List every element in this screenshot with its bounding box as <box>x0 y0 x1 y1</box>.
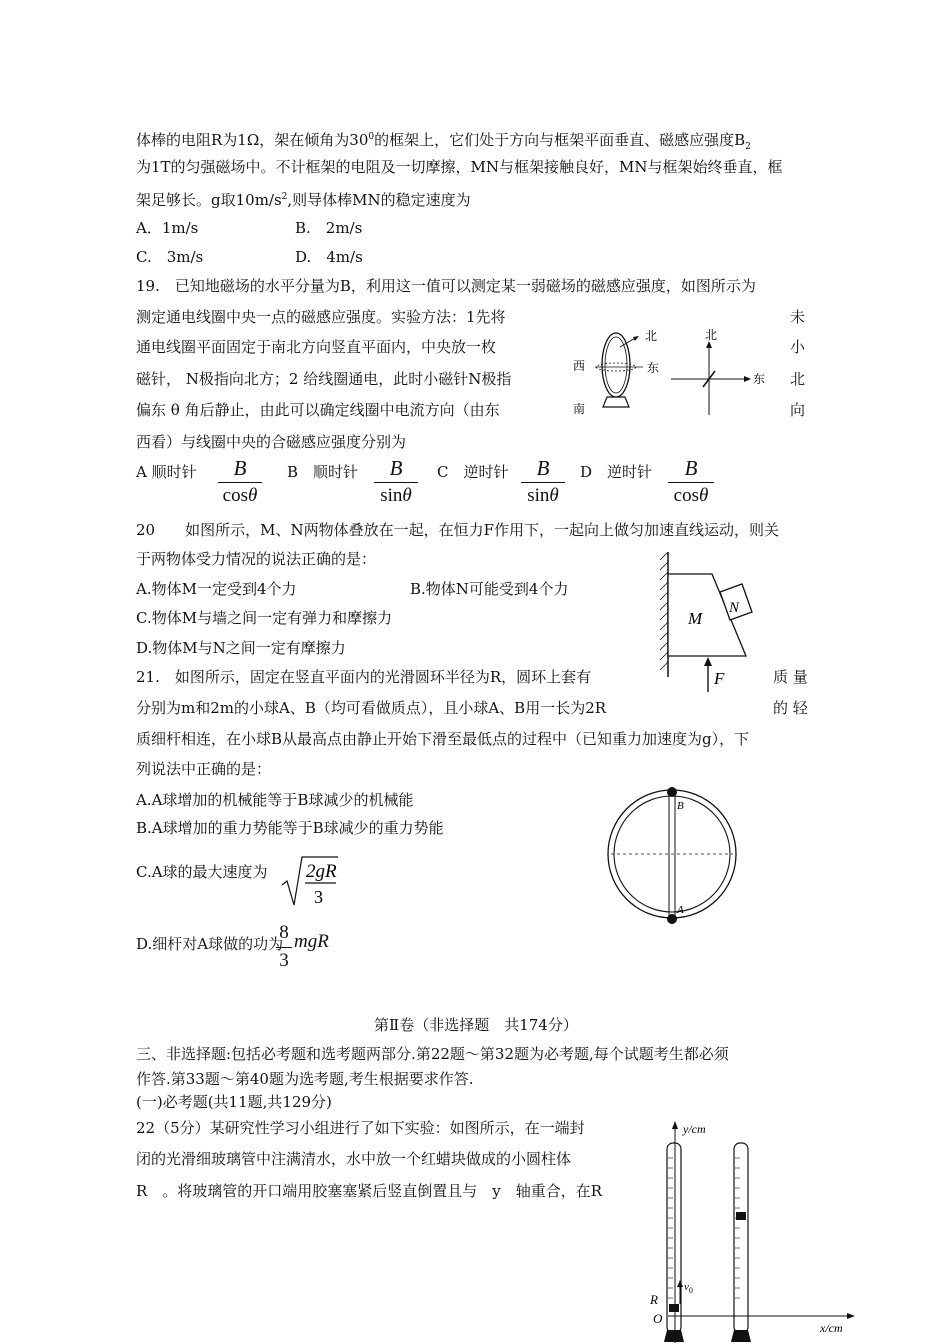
text-line: 向 <box>790 401 806 419</box>
text-line: mgR <box>294 931 329 952</box>
part2-title: 第Ⅱ卷（非选择题 共174分） <box>374 1016 578 1034</box>
option-a: A 顺时针 <box>136 463 197 481</box>
text-line: 偏东 θ 角后静止，由此可以确定线圈中电流方向（由东 <box>136 401 500 419</box>
text-line: 通电线圈平面固定于南北方向竖直平面内，中央放一枚 <box>136 338 497 356</box>
question-19-stem: 19. 已知地磁场的水平分量为B，利用这一值可以测定某一弱磁场的磁感应强度，如图所示为 <box>136 277 756 295</box>
option-d: D 逆时针 <box>580 463 653 481</box>
text-line: 三、非选择题:包括必考题和选考题两部分.第22题～第32题为必考题,每个试题考生都必须 <box>136 1045 729 1063</box>
text-line: 于两物体受力情况的说法正确的是： <box>136 550 377 568</box>
text-line: 质 量 <box>773 668 808 686</box>
svg-text:东: 东 <box>647 361 660 375</box>
text-line: R 。将玻璃管的开口端用胶塞塞紧后竖直倒置且与 y 轴重合，在R <box>136 1182 603 1200</box>
option-c: C.物体M与墙之间一定有弹力和摩擦力 <box>136 609 393 627</box>
text-line: 作答.第33题～第40题为选考题,考生根据要求作答. <box>136 1070 474 1088</box>
svg-text:3: 3 <box>314 887 323 907</box>
text-line: 闭的光滑细玻璃管中注满清水，水中放一个红蜡块做成的小圆柱体 <box>136 1150 572 1168</box>
text-line: 分别为m和2m的小球A、B（均可看做质点），且小球A、B用一长为2R <box>136 699 607 717</box>
fraction-d: B cosθ <box>668 456 714 507</box>
text-line: 西看）与线圈中央的合磁感应强度分别为 <box>136 433 407 451</box>
option-b: B 顺时针 <box>287 463 359 481</box>
option-b: B.物体N可能受到4个力 <box>410 580 569 598</box>
text-line: 的 轻 <box>773 699 808 717</box>
svg-text:x/cm: x/cm <box>820 1321 843 1335</box>
fraction-b: B sinθ <box>374 456 418 507</box>
text-line: 测定通电线圈中央一点的磁感应强度。实验方法：1先将 <box>136 308 506 326</box>
text-line: 体棒的电阻R为1Ω，架在倾角为$30^0$的框架上，它们处于方向与框架平面垂直、磁感应强度$B_2$ <box>136 131 751 152</box>
blocks-wall-figure <box>648 552 758 697</box>
option-b: B.A球增加的重力势能等于B球减少的重力势能 <box>136 819 444 837</box>
svg-text:O: O <box>653 1311 663 1326</box>
text-line: 北 <box>790 370 806 388</box>
text-line: 磁针， N极指向北方；2 给线圈通电，此时小磁针N极指 <box>136 370 512 388</box>
option-b: B. 2m/s <box>295 219 363 237</box>
svg-text:R: R <box>650 1292 658 1307</box>
option-c: C.A球的最大速度为 <box>136 863 268 881</box>
text-line: 为1T的匀强磁场中。不计框架的电阻及一切摩擦，MN与框架接触良好，MN与框架始终垂直，框 <box>136 158 783 176</box>
svg-text:N: N <box>729 600 740 616</box>
option-d: D.物体M与N之间一定有摩擦力 <box>136 639 346 657</box>
svg-text:F: F <box>714 669 725 688</box>
svg-text:M: M <box>688 609 703 628</box>
svg-text:y/cm: y/cm <box>683 1122 706 1136</box>
svg-text:A: A <box>677 904 684 916</box>
question-20-stem: 20 如图所示，M、N两物体叠放在一起，在恒力F作用下，一起向上做匀加速直线运动，则关 <box>136 521 779 539</box>
text-line: 质细杆相连，在小球B从最高点由静止开始下滑至最低点的过程中（已知重力加速度为g），下 <box>136 730 750 748</box>
ring-rod-figure <box>605 782 745 927</box>
svg-text:南: 南 <box>573 402 586 416</box>
sqrt-expression <box>280 853 340 911</box>
option-d: D. 4m/s <box>295 248 363 266</box>
option-c: C 逆时针 <box>437 463 509 481</box>
text-line: 小 <box>790 338 806 356</box>
text-line: (一)必考题(共11题,共129分) <box>136 1093 332 1111</box>
svg-text:2gR: 2gR <box>306 861 337 882</box>
text-line: 架足够长。g取$10m/s^2$,则导体棒MN的稳定速度为 <box>136 191 471 209</box>
fraction-8-3: 8 3 <box>276 921 292 972</box>
svg-text:东: 东 <box>753 372 766 386</box>
svg-text:北: 北 <box>645 329 658 343</box>
option-a: A．1m/s <box>136 219 199 237</box>
question-22-stem: 22（5分）某研究性学习小组进行了如下实验：如图所示，在一端封 <box>136 1119 585 1137</box>
fraction-c: B sinθ <box>521 456 565 507</box>
option-d: D.细杆对A球做的功为 <box>136 935 284 953</box>
fraction-a: B cosθ <box>218 456 262 507</box>
svg-text:北: 北 <box>705 328 718 342</box>
svg-text:西: 西 <box>573 359 586 373</box>
option-a: A.物体M一定受到4个力 <box>136 580 297 598</box>
glass-tube-figure <box>640 1118 860 1344</box>
option-a: A.A球增加的机械能等于B球减少的机械能 <box>136 791 414 809</box>
question-21-stem: 21. 如图所示，固定在竖直平面内的光滑圆环半径为R，圆环上套有 <box>136 668 592 686</box>
svg-text:v0: $v_0$ <box>684 1281 693 1295</box>
text-line: 列说法中正确的是： <box>136 760 272 778</box>
compass-coil-figure <box>565 325 780 420</box>
text-line: 未 <box>790 308 806 326</box>
option-c: C. 3m/s <box>136 248 204 266</box>
svg-text:B: B <box>677 800 684 812</box>
